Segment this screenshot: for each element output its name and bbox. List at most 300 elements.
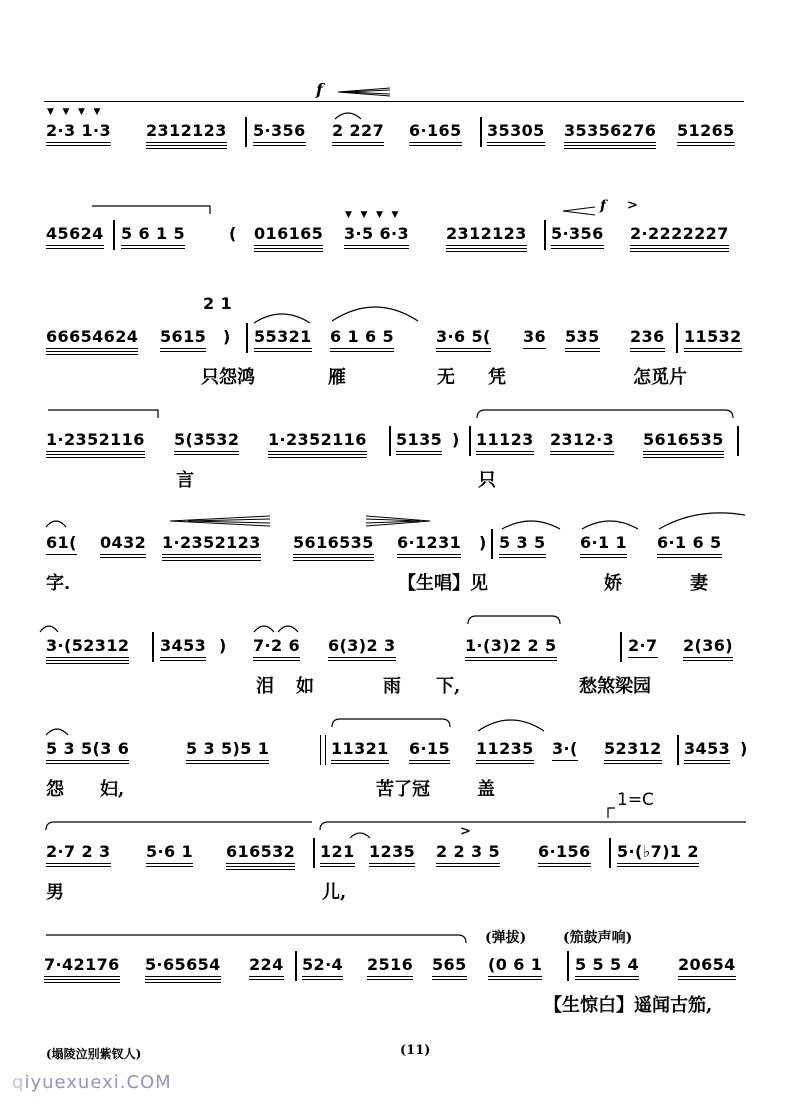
note-group: 2312·3 bbox=[550, 430, 614, 450]
beam-line bbox=[488, 979, 542, 980]
lyric: 字. bbox=[46, 573, 71, 594]
beam-line bbox=[617, 863, 699, 864]
beam-line bbox=[330, 348, 394, 349]
performance-note: (弹拔) bbox=[485, 930, 527, 946]
note-group: 2312123 bbox=[446, 224, 527, 244]
note-group: 2 227 bbox=[332, 121, 384, 141]
beam-line bbox=[678, 979, 736, 980]
note-group: 5·6 1 bbox=[146, 842, 193, 862]
note-group: 11532 bbox=[684, 327, 742, 347]
note-group: 3·( bbox=[552, 739, 578, 759]
beam-line bbox=[293, 554, 374, 555]
beam-line bbox=[121, 248, 185, 249]
beam-line bbox=[254, 245, 323, 246]
slur bbox=[318, 820, 748, 834]
note-group: 6(3)2 3 bbox=[328, 636, 396, 656]
beam-line bbox=[487, 145, 545, 146]
staff-row-5 bbox=[0, 533, 790, 643]
accent-mark: > bbox=[460, 824, 471, 839]
key-change-bracket bbox=[606, 806, 616, 818]
beam-line bbox=[446, 248, 527, 249]
note-group: 55321 bbox=[254, 327, 312, 347]
paren: ) bbox=[219, 636, 227, 655]
note-group: 6·1 1 bbox=[580, 533, 627, 553]
lyric: 言 bbox=[176, 470, 194, 491]
beam-line bbox=[249, 979, 284, 980]
page-number: (11) bbox=[400, 1043, 431, 1058]
slur bbox=[657, 511, 747, 531]
lyric: 怨 bbox=[46, 779, 64, 800]
note-group: 1·2352116 bbox=[268, 430, 367, 450]
beam-line bbox=[487, 142, 545, 143]
beam-line bbox=[677, 142, 735, 143]
note-group: (0 6 1 bbox=[488, 955, 542, 975]
crescendo-hairpin bbox=[168, 515, 272, 527]
beam-line bbox=[580, 557, 627, 558]
beam-line bbox=[538, 863, 591, 864]
barline bbox=[389, 426, 391, 456]
beam-line bbox=[46, 354, 138, 355]
lyric: 【生惊白】遥闻古笳, bbox=[544, 995, 713, 1016]
beam-line bbox=[46, 454, 145, 455]
lyric: 雁 bbox=[328, 367, 346, 388]
paren: ( bbox=[229, 224, 237, 243]
note-group: 6·15 bbox=[409, 739, 450, 759]
barline bbox=[491, 529, 493, 559]
beam-line bbox=[684, 760, 730, 761]
lyric: 泪 bbox=[256, 676, 274, 697]
beam-line bbox=[678, 976, 736, 977]
beam-line bbox=[226, 869, 295, 870]
beam-line bbox=[432, 979, 467, 980]
beam-line bbox=[575, 976, 639, 977]
crescendo-hairpin bbox=[561, 206, 597, 216]
beam-line bbox=[226, 863, 295, 864]
beam-line bbox=[538, 866, 591, 867]
lyric: 愁煞梁园 bbox=[579, 676, 651, 697]
beam-line bbox=[643, 454, 724, 455]
beam-line bbox=[254, 348, 312, 349]
beam-line bbox=[46, 763, 129, 764]
slur bbox=[252, 620, 302, 634]
beam-line bbox=[550, 451, 614, 452]
note-group: 1·2352116 bbox=[46, 430, 145, 450]
slur bbox=[500, 517, 562, 531]
beam-line bbox=[302, 976, 343, 977]
beam-line bbox=[268, 451, 367, 452]
beam-line bbox=[397, 554, 461, 555]
crescendo-hairpin bbox=[336, 86, 392, 98]
lyric: 男 bbox=[46, 882, 64, 903]
beam-line bbox=[409, 760, 450, 761]
beam-line bbox=[551, 248, 604, 249]
beam-line bbox=[146, 866, 193, 867]
note-group: 7·42176 bbox=[44, 955, 120, 975]
performance-note: (笳鼓声响) bbox=[563, 930, 633, 946]
barline bbox=[677, 735, 679, 765]
beam-line bbox=[44, 982, 120, 983]
note-group: 224 bbox=[249, 955, 284, 975]
slur bbox=[580, 517, 640, 531]
beam-line bbox=[145, 982, 221, 983]
beam-line bbox=[331, 760, 389, 761]
lyric: 妇, bbox=[100, 779, 125, 800]
beam-line bbox=[162, 554, 261, 555]
beam-line bbox=[146, 863, 193, 864]
lyric: 无 bbox=[437, 367, 455, 388]
note-group: 35356276 bbox=[564, 121, 656, 141]
note-group: 1·2352123 bbox=[162, 533, 261, 553]
beam-line bbox=[160, 348, 206, 349]
barline bbox=[469, 426, 471, 456]
slur bbox=[476, 715, 546, 733]
note-group: 11321 bbox=[331, 739, 389, 759]
beam-line bbox=[46, 248, 104, 249]
note-group: 2·7 2 3 bbox=[46, 842, 111, 862]
lyric: 只 bbox=[478, 470, 496, 491]
beam-line bbox=[146, 148, 227, 149]
beam-line bbox=[344, 245, 409, 246]
note-group: 5 3 5(3 6 bbox=[46, 739, 129, 759]
beam-line bbox=[46, 554, 77, 555]
barline bbox=[567, 951, 569, 981]
beam-line bbox=[174, 451, 239, 452]
note-group: 11123 bbox=[476, 430, 534, 450]
beam-line bbox=[550, 454, 614, 455]
barline bbox=[480, 117, 482, 147]
note-group: 6 1 6 5 bbox=[330, 327, 394, 347]
beam-line bbox=[249, 976, 284, 977]
beam-line bbox=[328, 660, 396, 661]
note-group: 20654 bbox=[678, 955, 736, 975]
beam-line bbox=[369, 863, 415, 864]
note-group: 52312 bbox=[604, 739, 662, 759]
note-group: 5615 bbox=[160, 327, 206, 347]
beam-line bbox=[253, 657, 300, 658]
beam-line bbox=[684, 351, 742, 352]
beam-line bbox=[320, 866, 355, 867]
paren: ) bbox=[479, 533, 487, 552]
beam-line bbox=[186, 763, 269, 764]
beam-line bbox=[46, 863, 111, 864]
paren: ) bbox=[223, 327, 231, 346]
beam-line bbox=[396, 451, 442, 452]
beam-line bbox=[684, 348, 742, 349]
above-numerals: 2 1 bbox=[203, 294, 233, 313]
slur bbox=[46, 408, 160, 422]
slur bbox=[348, 830, 372, 840]
barline bbox=[620, 632, 622, 662]
note-group: 5 3 5)5 1 bbox=[186, 739, 269, 759]
note-group: 6·165 bbox=[409, 121, 462, 141]
note-group: 5135 bbox=[396, 430, 442, 450]
beam-line bbox=[565, 348, 600, 349]
beam-line bbox=[46, 348, 138, 349]
beam-line bbox=[253, 660, 300, 661]
barline bbox=[246, 323, 248, 353]
beam-line bbox=[160, 657, 206, 658]
note-group: 121 bbox=[320, 842, 355, 862]
note-group: 5 6 1 5 bbox=[121, 224, 185, 244]
beam-line bbox=[523, 348, 546, 349]
beam-line bbox=[628, 657, 658, 658]
beam-line bbox=[643, 451, 724, 452]
beam-line bbox=[344, 248, 409, 249]
beam-line bbox=[146, 142, 227, 143]
beam-line bbox=[46, 351, 138, 352]
beam-line bbox=[630, 348, 665, 349]
slur bbox=[330, 717, 452, 731]
note-group: 52·4 bbox=[302, 955, 343, 975]
lyric: 只怨鸿 bbox=[201, 367, 255, 388]
top-rule bbox=[44, 101, 744, 102]
note-group: 5·(♭7)1 2 bbox=[617, 842, 699, 862]
note-group: 565 bbox=[432, 955, 467, 975]
beam-line bbox=[121, 245, 185, 246]
beam-line bbox=[254, 251, 323, 252]
beam-line bbox=[630, 245, 729, 246]
lyric: 儿, bbox=[322, 882, 347, 903]
beam-line bbox=[575, 979, 639, 980]
beam-line bbox=[46, 660, 129, 661]
beam-line bbox=[369, 866, 415, 867]
beam-line bbox=[330, 351, 394, 352]
note-group: 3·(52312 bbox=[46, 636, 129, 656]
barline bbox=[245, 117, 247, 147]
lyric: 雨 bbox=[383, 676, 401, 697]
beam-line bbox=[253, 145, 306, 146]
beam-line bbox=[146, 145, 227, 146]
note-group: 6·1 6 5 bbox=[657, 533, 722, 553]
note-group: 3453 bbox=[684, 739, 730, 759]
beam-line bbox=[160, 351, 206, 352]
note-group: 5·356 bbox=[551, 224, 604, 244]
beam-line bbox=[46, 245, 104, 246]
beam-line bbox=[677, 145, 735, 146]
beam-line bbox=[432, 976, 467, 977]
beam-line bbox=[367, 976, 413, 977]
beam-line bbox=[293, 560, 374, 561]
beam-line bbox=[367, 979, 413, 980]
note-group: 2·3 1·3 bbox=[46, 121, 111, 141]
note-group: 6·1231 bbox=[397, 533, 461, 553]
beam-line bbox=[499, 557, 546, 558]
beam-line bbox=[254, 248, 323, 249]
beam-line bbox=[44, 976, 120, 977]
note-group: 35305 bbox=[487, 121, 545, 141]
beam-line bbox=[44, 979, 120, 980]
beam-line bbox=[331, 763, 389, 764]
note-group: 66654624 bbox=[46, 327, 138, 347]
note-group: 5616535 bbox=[643, 430, 724, 450]
beam-line bbox=[409, 142, 462, 143]
note-group: 2312123 bbox=[146, 121, 227, 141]
lyric: 娇 bbox=[604, 573, 622, 594]
lyric: 妻 bbox=[690, 573, 708, 594]
note-group: 5 3 5 bbox=[499, 533, 546, 553]
beam-line bbox=[630, 251, 729, 252]
note-group: 2·7 bbox=[628, 636, 658, 656]
beam-line bbox=[226, 866, 295, 867]
beam-line bbox=[436, 866, 500, 867]
beam-line bbox=[409, 763, 450, 764]
beam-line bbox=[409, 145, 462, 146]
slur bbox=[44, 725, 70, 737]
beam-line bbox=[476, 454, 534, 455]
forte-mark: f bbox=[600, 198, 607, 214]
beam-line bbox=[293, 557, 374, 558]
note-group: 7·2 6 bbox=[253, 636, 300, 656]
accent-mark: > bbox=[627, 198, 638, 213]
lyric: 如 bbox=[296, 676, 314, 697]
beam-line bbox=[604, 763, 662, 764]
slur bbox=[333, 109, 363, 121]
beam-line bbox=[476, 763, 534, 764]
note-group: 36 bbox=[523, 327, 546, 347]
note-group: 1·(3)2 2 5 bbox=[465, 636, 557, 656]
beam-line bbox=[465, 660, 557, 661]
beam-line bbox=[160, 660, 206, 661]
barline bbox=[737, 426, 739, 456]
beam-line bbox=[436, 348, 491, 349]
note-group: 5(3532 bbox=[174, 430, 239, 450]
beam-line bbox=[46, 663, 129, 664]
beam-line bbox=[552, 760, 578, 761]
note-group: 3·5 6·3 bbox=[344, 224, 409, 244]
beam-line bbox=[320, 863, 355, 864]
beam-line bbox=[162, 560, 261, 561]
slur bbox=[44, 517, 68, 529]
beam-line bbox=[302, 979, 343, 980]
beam-line bbox=[488, 976, 542, 977]
watermark-text: iyuexuexi.COM bbox=[24, 1072, 172, 1093]
slur bbox=[44, 933, 468, 947]
beam-line bbox=[565, 351, 600, 352]
slur bbox=[44, 820, 314, 834]
beam-line bbox=[564, 148, 656, 149]
beam-line bbox=[604, 760, 662, 761]
barline bbox=[295, 951, 297, 981]
beam-line bbox=[328, 657, 396, 658]
beam-line bbox=[396, 454, 442, 455]
slur bbox=[466, 614, 562, 628]
decrescendo-hairpin bbox=[364, 515, 432, 527]
lyric: 【生唱】见 bbox=[398, 573, 488, 594]
lyric: 怎觅片 bbox=[633, 367, 687, 388]
barline bbox=[676, 323, 678, 353]
beam-line bbox=[254, 351, 312, 352]
note-group: 616532 bbox=[226, 842, 295, 862]
note-group: 016165 bbox=[254, 224, 323, 244]
beam-line bbox=[476, 451, 534, 452]
note-group: 5·356 bbox=[253, 121, 306, 141]
beam-line bbox=[580, 554, 627, 555]
note-group: 3453 bbox=[160, 636, 206, 656]
note-group: 6·156 bbox=[538, 842, 591, 862]
barline bbox=[609, 838, 611, 868]
slur bbox=[475, 408, 735, 422]
barline bbox=[113, 220, 115, 250]
note-group: 51265 bbox=[677, 121, 735, 141]
key-signature: 1=C bbox=[617, 790, 654, 810]
note-group: 11235 bbox=[476, 739, 534, 759]
beam-line bbox=[174, 454, 239, 455]
barline bbox=[544, 220, 546, 250]
note-group: 5616535 bbox=[293, 533, 374, 553]
note-group: 1235 bbox=[369, 842, 415, 862]
accent-marks: ▼ ▼ ▼ ▼ bbox=[47, 107, 101, 117]
note-group: 3·6 5( bbox=[436, 327, 491, 347]
beam-line bbox=[145, 976, 221, 977]
beam-line bbox=[657, 557, 722, 558]
footer-title: (塌陵泣别紫钗人) bbox=[46, 1047, 142, 1061]
slur bbox=[252, 309, 312, 325]
beam-line bbox=[46, 760, 129, 761]
beam-line bbox=[162, 557, 261, 558]
beam-line bbox=[465, 657, 557, 658]
accent-marks: ▼ ▼ ▼ ▼ bbox=[345, 210, 399, 220]
paren: ) bbox=[452, 430, 460, 449]
beam-line bbox=[683, 660, 733, 661]
beam-line bbox=[268, 457, 367, 458]
note-group: 2·2222227 bbox=[630, 224, 729, 244]
beam-line bbox=[657, 554, 722, 555]
note-group: 61( bbox=[46, 533, 77, 553]
beam-line bbox=[145, 979, 221, 980]
beam-line bbox=[46, 866, 111, 867]
paren: ) bbox=[740, 739, 748, 758]
lyric: 盖 bbox=[477, 779, 495, 800]
beam-line bbox=[564, 142, 656, 143]
beam-line bbox=[46, 145, 111, 146]
watermark-lead: q bbox=[12, 1072, 25, 1093]
slur bbox=[90, 204, 212, 218]
beam-line bbox=[46, 142, 111, 143]
beam-line bbox=[436, 863, 500, 864]
beam-line bbox=[630, 248, 729, 249]
lyric: 下, bbox=[436, 676, 461, 697]
barline bbox=[320, 735, 326, 765]
note-group: 45624 bbox=[46, 224, 104, 244]
note-group: 236 bbox=[630, 327, 665, 347]
beam-line bbox=[551, 245, 604, 246]
beam-line bbox=[630, 351, 665, 352]
beam-line bbox=[499, 554, 546, 555]
beam-line bbox=[46, 657, 129, 658]
beam-line bbox=[253, 142, 306, 143]
beam-line bbox=[436, 351, 491, 352]
note-group: 0432 bbox=[100, 533, 146, 553]
beam-line bbox=[446, 245, 527, 246]
beam-line bbox=[186, 760, 269, 761]
note-group: 2516 bbox=[367, 955, 413, 975]
slur bbox=[38, 622, 60, 634]
beam-line bbox=[100, 557, 146, 558]
forte-mark: f bbox=[316, 80, 323, 99]
beam-line bbox=[683, 657, 733, 658]
beam-line bbox=[46, 457, 145, 458]
note-group: 5·65654 bbox=[145, 955, 221, 975]
beam-line bbox=[564, 145, 656, 146]
watermark bbox=[12, 1072, 172, 1093]
note-group: 5 5 5 4 bbox=[575, 955, 639, 975]
slur bbox=[330, 299, 420, 323]
beam-line bbox=[332, 145, 384, 146]
lyric: 苦了冠 bbox=[376, 779, 430, 800]
beam-line bbox=[446, 251, 527, 252]
beam-line bbox=[100, 554, 146, 555]
beam-line bbox=[268, 454, 367, 455]
